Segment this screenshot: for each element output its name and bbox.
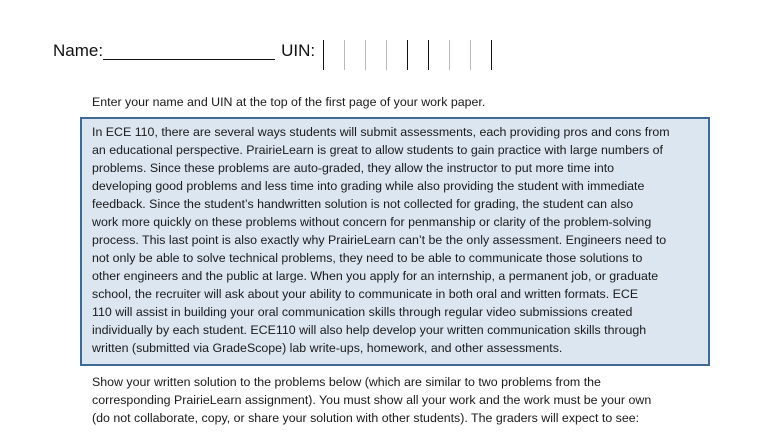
info-line: individually by each student. ECE110 will also help develop your written communication skills through bbox=[92, 323, 647, 337]
uin-digit-box[interactable] bbox=[471, 40, 492, 70]
uin-boxes[interactable] bbox=[323, 40, 492, 70]
solution-line: (do not collaborate, copy, or share your solution with other students). The graders will expect to see: bbox=[92, 411, 640, 425]
uin-digit-box[interactable] bbox=[387, 40, 408, 70]
solution-line: corresponding PrairieLearn assignment). You must show all your work and the work must be your own bbox=[92, 393, 652, 407]
solution-line: Show your written solution to the problems below (which are similar to two problems from the bbox=[92, 375, 601, 389]
uin-digit-box[interactable] bbox=[324, 40, 345, 70]
info-line: developing good problems and less time into grading while also providing the student with immediate bbox=[92, 179, 645, 193]
info-line: process. This last point is also exactly why PrairieLearn can’t be the only assessment. Engineers need to bbox=[92, 233, 667, 247]
uin-digit-box[interactable] bbox=[408, 40, 429, 70]
info-line: other engineers and the public at large. When you apply for an internship, a permanent job, or graduate bbox=[92, 269, 659, 283]
enter-name-instruction: Enter your name and UIN at the top of the first page of your work paper. bbox=[92, 95, 486, 109]
name-uin-header bbox=[53, 40, 492, 70]
uin-label: UIN: bbox=[281, 41, 316, 60]
uin-digit-box[interactable] bbox=[345, 40, 366, 70]
info-line: written (submitted via GradeScope) lab write-ups, homework, and other assessments. bbox=[92, 341, 563, 355]
info-line: not only be able to solve technical problems, they need to be able to communicate those solutions to bbox=[92, 251, 643, 265]
uin-digit-box[interactable] bbox=[366, 40, 387, 70]
info-line: 110 will assist in building your oral communication skills through regular video submissions created bbox=[92, 305, 633, 319]
info-box-text bbox=[92, 123, 702, 357]
name-field[interactable] bbox=[103, 40, 275, 60]
uin-digit-box[interactable] bbox=[429, 40, 450, 70]
info-line: feedback. Since the student’s handwritten solution is not collected for grading, the student can also bbox=[92, 197, 634, 211]
info-box bbox=[80, 117, 710, 366]
name-label: Name: bbox=[53, 41, 104, 60]
info-line: an educational perspective. PrairieLearn is great to allow students to gain practice with large numbers of bbox=[92, 143, 663, 157]
uin-digit-box[interactable] bbox=[450, 40, 471, 70]
solution-instructions bbox=[92, 373, 712, 427]
info-line: problems. Since these problems are auto-graded, they allow the instructor to put more time into bbox=[92, 161, 615, 175]
info-line: work more quickly on these problems without concern for penmanship or clarity of the problem-solving bbox=[92, 215, 652, 229]
info-line: In ECE 110, there are several ways students will submit assessments, each providing pros and cons from bbox=[92, 125, 670, 139]
info-line: school, the recruiter will ask about your ability to communicate in both oral and written formats. ECE bbox=[92, 287, 639, 301]
